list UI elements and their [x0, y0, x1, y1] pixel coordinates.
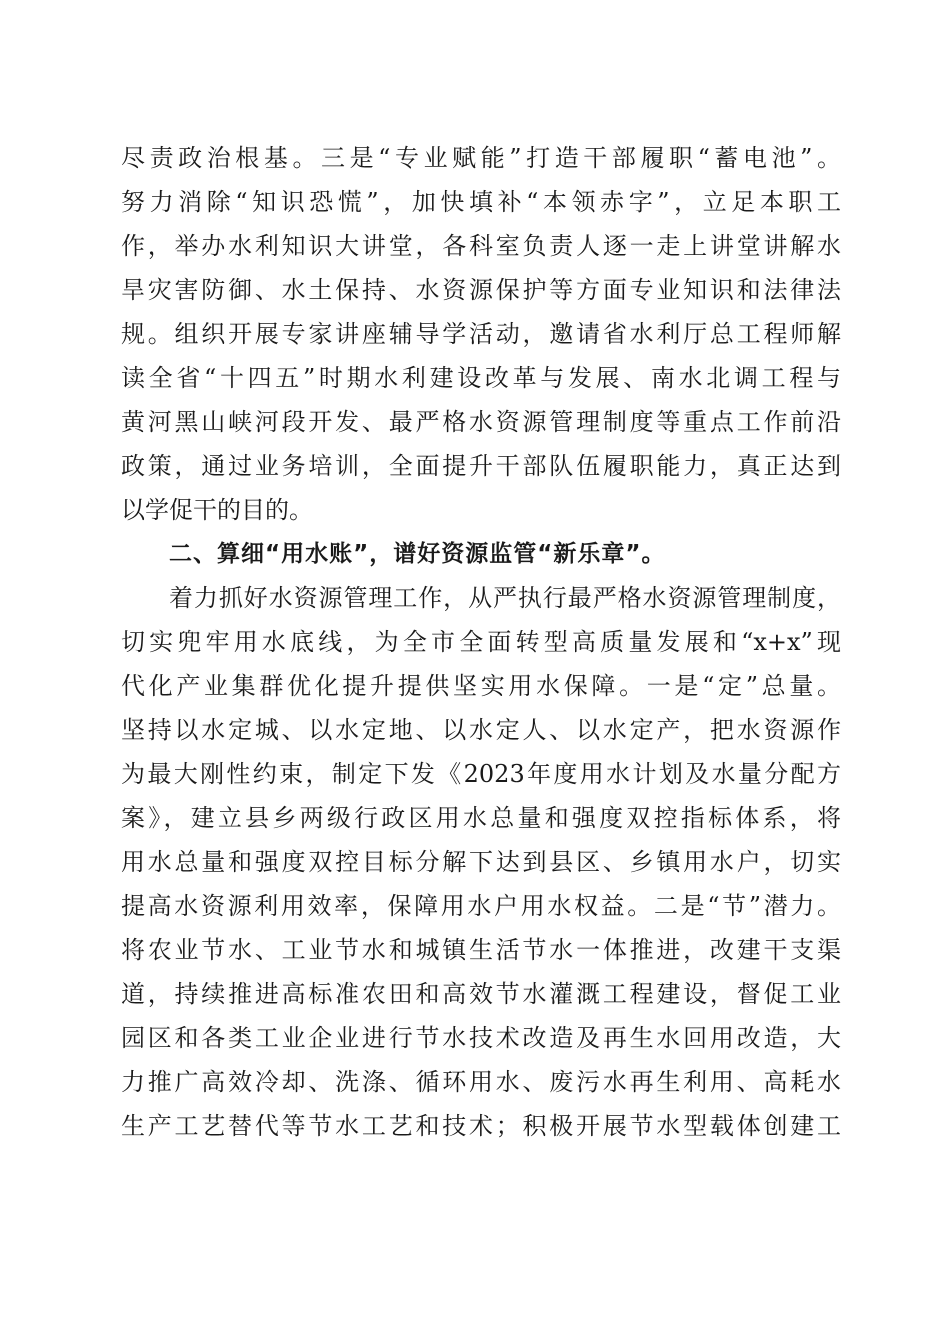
- paragraph-1-line-4: 旱灾害防御、水土保持、水资源保护等方面专业知识和法律法: [121, 276, 841, 304]
- paragraph-1-line-3: 作，举办水利知识大讲堂，各科室负责人逐一走上讲堂讲解水: [121, 232, 841, 260]
- paragraph-1-line-9: 以学促干的目的。: [121, 496, 313, 524]
- paragraph-1-line-7: 黄河黑山峡河段开发、最严格水资源管理制度等重点工作前沿: [121, 408, 841, 436]
- section-heading: 二、算细“用水账”，谱好资源监管“新乐章”。: [169, 541, 666, 567]
- paragraph-2-line-4: 坚持以水定城、以水定地、以水定人、以水定产，把水资源作: [121, 716, 841, 744]
- paragraph-2-line-11: 园区和各类工业企业进行节水技术改造及再生水回用改造，大: [121, 1024, 841, 1052]
- paragraph-2-line-3: 代化产业集群优化提升提供坚实用水保障。一是“定”总量。: [121, 672, 841, 700]
- paragraph-1-line-1: 尽责政治根基。三是“专业赋能”打造干部履职“蓄电池”。: [121, 144, 841, 172]
- paragraph-2-line-13: 生产工艺替代等节水工艺和技术；积极开展节水型载体创建工: [121, 1112, 841, 1140]
- paragraph-1-line-2: 努力消除“知识恐慌”，加快填补“本领赤字”，立足本职工: [121, 188, 841, 216]
- paragraph-2-line-12: 力推广高效冷却、洗涤、循环用水、废污水再生利用、高耗水: [121, 1068, 841, 1096]
- paragraph-2-line-8: 提高水资源利用效率，保障用水户用水权益。二是“节”潜力。: [121, 892, 841, 920]
- paragraph-2-line-6: 案》，建立县乡两级行政区用水总量和强度双控指标体系，将: [121, 804, 841, 832]
- paragraph-2-line-7: 用水总量和强度双控目标分解下达到县区、乡镇用水户，切实: [121, 848, 841, 876]
- paragraph-1-line-5: 规。组织开展专家讲座辅导学活动，邀请省水利厅总工程师解: [121, 320, 841, 348]
- paragraph-1-line-6: 读全省“十四五”时期水利建设改革与发展、南水北调工程与: [121, 364, 841, 392]
- paragraph-2-line-1: 着力抓好水资源管理工作，从严执行最严格水资源管理制度，: [169, 584, 841, 612]
- paragraph-2-line-10: 道，持续推进高标准农田和高效节水灌溉工程建设，督促工业: [121, 980, 841, 1008]
- paragraph-2-line-9: 将农业节水、工业节水和城镇生活节水一体推进，改建干支渠: [121, 936, 841, 964]
- paragraph-1-line-8: 政策，通过业务培训，全面提升干部队伍履职能力，真正达到: [121, 452, 841, 480]
- paragraph-2-line-5: 为最大刚性约束，制定下发《2023年度用水计划及水量分配方: [121, 760, 841, 788]
- paragraph-2-line-2: 切实兜牢用水底线，为全市全面转型高质量发展和“x+x”现: [121, 628, 841, 656]
